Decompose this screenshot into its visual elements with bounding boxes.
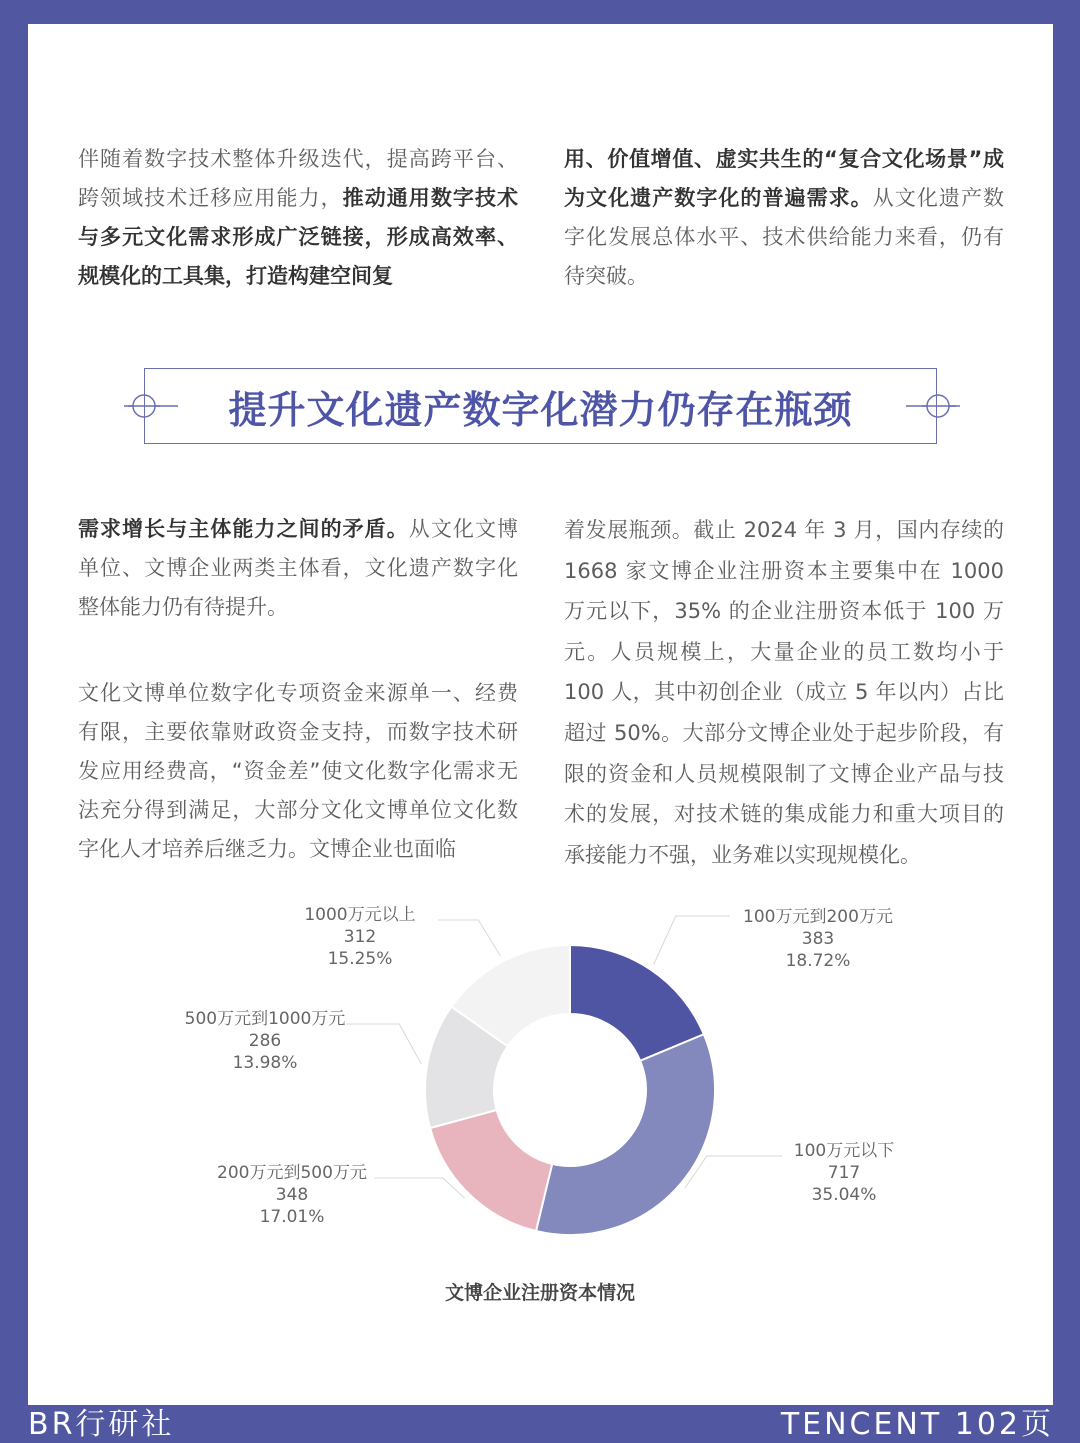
slice-label-percent-1: 18.72%	[785, 951, 851, 971]
slice-label-percent-3: 17.01%	[259, 1207, 325, 1227]
slice-label-percent-2: 35.04%	[811, 1185, 877, 1205]
intro-paragraph-left	[78, 140, 518, 296]
footer-left-brand: BR行研社	[28, 1407, 175, 1442]
donut-slice-2	[536, 1034, 715, 1235]
slice-label-percent-5: 15.25%	[327, 949, 393, 969]
slice-label-value-5: 312	[343, 927, 377, 947]
slice-label-percent-4: 13.98%	[232, 1053, 298, 1073]
slice-label-category-1: 100万元到200万元	[743, 907, 893, 927]
intro-left-bold: 推动通用数字技术与多元文化需求形成广泛链接，形成高效率、规模化的工具集，打造构建空间复	[78, 186, 519, 288]
intro-paragraph-right	[564, 140, 1004, 296]
leader-line-1	[654, 916, 730, 964]
intro-right-bold: 用、价值增值、虚实共生的“复合文化场景”成为文化遗产数字化的普遍需求。	[564, 147, 1004, 210]
leader-line-5	[438, 920, 500, 956]
slice-label-value-1: 383	[801, 929, 835, 949]
section-heading: 提升文化遗产数字化潜力仍存在瓶颈	[228, 387, 853, 432]
leader-line-3	[374, 1178, 465, 1198]
slice-label-category-5: 1000万元以上	[304, 905, 416, 925]
body-paragraph-3: 着发展瓶颈。截止 2024 年 3 月，国内存续的 1668 家文博企业注册资本主要集中在 1000 万元以下，35% 的企业注册资本低于 100 万元。人员规模上，大量企业的员工数均小于 100 人，其中初创企业（成立 5 年以内）占比超过 50%。大部分文博企业处于起步阶段，有限的资金和人员规模限制了文博企业产品与技术的发展，对技术链的集成能力和重大项目的承接能力不强，业务难以实现规模化。	[564, 518, 1004, 867]
body-p1-bold: 需求增长与主体能力之间的矛盾。	[78, 517, 409, 541]
donut-chart	[28, 894, 1053, 1314]
body-paragraph-1	[78, 510, 518, 627]
slice-label-category-4: 500万元到1000万元	[184, 1009, 346, 1029]
slice-label-value-2: 717	[827, 1163, 861, 1183]
body-paragraph-2: 文化文博单位数字化专项资金来源单一、经费有限，主要依靠财政资金支持，而数字技术研发应用经费高，“资金差”使文化数字化需求无法充分得到满足，大部分文化文博单位文化数字化人才培养后继乏力。文博企业也面临	[78, 681, 518, 861]
intro-left-plain: 伴随着数字技术整体升级迭代，提高跨平台、跨领域技术迁移应用能力，	[78, 147, 518, 210]
body-p1-plain: 从文化文博单位、文博企业两类主体看，文化遗产数字化整体能力仍有待提升。	[78, 517, 519, 619]
slice-label-category-3: 200万元到500万元	[217, 1163, 367, 1183]
donut-slice-3	[430, 1110, 552, 1231]
chart-title: 文博企业注册资本情况	[444, 1282, 636, 1304]
document-page	[28, 24, 1053, 1405]
leader-line-4	[346, 1024, 421, 1064]
slice-label-value-4: 286	[248, 1031, 282, 1051]
slice-label-value-3: 348	[275, 1185, 309, 1205]
section-heading-box	[144, 368, 937, 444]
footer-right-source: TENCENT 102页	[780, 1407, 1054, 1442]
intro-right-plain: 从文化遗产数字化发展总体水平、技术供给能力来看，仍有待突破。	[564, 186, 1005, 288]
slice-label-category-2: 100万元以下	[793, 1141, 895, 1161]
leader-line-2	[685, 1156, 782, 1188]
